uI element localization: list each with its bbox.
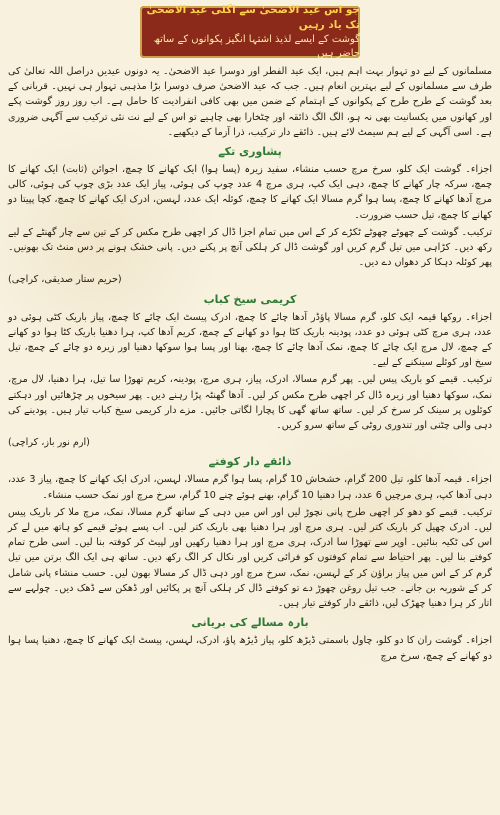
recipe-ingredients: اجزاء۔ روکھا قیمہ ایک کلو، گرم مسالا پاؤڈر آدھا چائے کا چمچ، ادرک پیسٹ ایک چائے کا چمچ، پیاز باریک کٹی ہوئی دو عدد، ہری مرچ کٹی ہوئی دو عدد، پودینہ باریک کٹا ہوا دو کھانے کے چمچ، کریم آدھا کپ، ہرا دھنیا باریک کٹا ہوا دو کھانے کے چمچ، لال مرچ ایک چائے کا چمچ، نمک آدھا چائے کا چمچ، بھنا اور پسا ہوا سوکھا دھنیا اور زیرہ دو چائے کے چمچ، تیل سیخ اور کوئلے سینکنے کے لیے۔ [8,311,492,369]
header-subtitle: گوشت کے ایسے لذیذ اشتہا انگیز پکوانوں کے ساتھ حاضر ہیں [153,34,360,59]
recipe-credit: (حریم ستار صدیقی، کراچی) [8,274,122,286]
recipe-title-creamy-seekh-kabab: کریمی سیخ کباب [203,292,297,306]
recipe-ingredients: اجزاء۔ گوشت ران کا دو کلو، چاول باسمتی ڈیڑھ کلو، پیاز ڈیڑھ پاؤ، ادرک، لہسن، پیسٹ ایک کھانے کا چمچ، دھنیا پسا ہوا دو کھانے کے چمچ، سرخ مرچ [8,635,492,662]
recipe-ingredients: اجزاء۔ قیمہ آدھا کلو، تیل 200 گرام، خشخاش 10 گرام، پسا ہوا گرم مسالا، لہسن، ادرک ایک کھانے کا چمچ، پیاز 3 عدد، دہی آدھا کپ، ہری مرچیں 6 عدد، ہرا دھنیا 10 گرام، بھنے ہوئے چنے 10 گرام، سرخ مرچ اور نمک حسب منشاء۔ [8,474,492,501]
intro-paragraph: مسلمانوں کے لیے دو تہوار بہت اہم ہیں، ایک عید الفطر اور دوسرا عید الاضحیٰ۔ یہ دونوں عیدیں دراصل اللہ تعالیٰ کی طرف سے مسلمانوں کے لیے بہترین انعام ہیں۔ جب کہ عید الاضحیٰ صرف دوسرا بڑا مذہبی تہوار ہی نہیں۔ قربانی کے بعد گوشت کے طرح طرح کے پکوانوں کے اہتمام کے ضمن میں بھی کافی انفرادیت کا حامل ہے۔ اب روز روز گوشت پکے اور کھانوں میں یکسانیت بھی نہ ہو، الگ الگ ذائقہ اور چٹخارا بھی چاہیے تو اس کے لیے نت نئی ترکیب سے آگہی ضروری ہے۔ اسی آگہی کے لیے ہم سیمٹ لائے ہیں۔ ذائقے دار ترکیب، ذرا آزما کے دیکھیے۔ [8,66,492,138]
recipe-method: ترکیب۔ قیمے کو باریک پیس لیں۔ پھر گرم مسالا، ادرک، پیاز، ہری مرچ، پودینہ، کریم تھوڑا سا تیل، ہرا دھنیا، لال مرچ، نمک، سوکھا دھنیا اور زیرہ ڈال کر اچھی طرح مکس کر لیں۔ آدھا گھنٹہ پڑا رہنے دیں۔ پھر سیخوں پر چڑھائیں اور دہکتے کوئلوں پر سینک کر سرخ کر لیں۔ ساتھ ساتھ گھی کا پچارا لگاتی جائیں۔ مزے دار کریمی سیخ کباب تیار ہیں۔ پودینے کی دہی والی چٹنی اور تندوری روٹی کے ساتھ سرو کریں۔ [8,374,492,432]
article-body [8,64,492,666]
recipe-ingredients: اجزاء۔ گوشت ایک کلو، سرخ مرچ حسب منشاء، سفید زیرہ (پسا ہوا) ایک کھانے کا چمچ، اجوائن (ثابت) ایک کھانے کا چمچ، سرکہ چار کھانے کا چمچ، دہی ایک کپ، ہری مرچ 4 عدد چوپ کی ہوئی، پیاز ایک عدد بڑی چوپ کی ہوئی، کالی مرچ آدھا کھانے کا چمچ، پسا ہوا گرم مسالا ایک کھانے کا چمچ، کوئلہ ایک عدد، لہسن، ادرک ایک کھانے کا چمچ، کچا پپیتا دو کھانے کا چمچ، تیل حسب ضرورت۔ [8,164,492,221]
recipe-credit: (ارم نور باز، کراچی) [8,437,90,449]
header-title: جو اس عید الاضحیٰ سے اگلی عید الاضحیٰ تک یاد رہیں [146,4,360,31]
recipe-method: ترکیب۔ قیمے کو دھو کر اچھی طرح پانی نچوڑ لیں اور اس میں دہی کے ساتھ گرم مسالا، نمک، مرچ ملا کر باریک پیس لیں۔ ادرک چھیل کر باریک کتر لیں۔ ہری مرچ اور ہرا دھنیا بھی باریک کتر لیں۔ اب پسے ہوئے قیمے کو ہاتھ میں لے کر اس کی ٹکیہ بنائیں۔ اوپر سے تھوڑا سا ادرک، ہری مرچ اور ہرا دھنیا رکھیں اور لپیٹ کر کوفتہ بنا لیں۔ اسی طرح تمام کوفتے بنا لیں۔ پھر احتیاط سے تمام کوفتوں کو فرائی کریں اور نکال کر الگ رکھ دیں۔ ساتھ ہی ایک الگ برتن میں تیل گرم کر کے اس میں پیاز براؤن کر کے لہسن، نمک، سرخ مرچ اور دہی ڈال کر مسالا بھون لیں۔ حسب منشاء پانی شامل کر کے شوربہ بن جانے۔ جب تیل روغن چھوڑ دے تو کوفتے ڈال کر ہلکی آنچ پر پکائیں اور ڈھکن سے ڈھک دیں۔ چولہے سے اتار کر ہرا دھنیا چھڑک لیں، ذائقے دار کوفتے تیار ہیں۔ [8,506,492,610]
recipe-title-biryani: بارہ مسالے کی بریانی [191,616,309,630]
recipe-title-kofte: ذائقے دار کوفتے [208,455,292,469]
recipe-title-peshawari-tikke: پشاوری تکے [218,145,282,159]
recipe-method: ترکیب۔ گوشت کے چھوٹے چھوٹے ٹکڑے کر کے اس میں تمام اجزا ڈال کر اچھی طرح مکس کر کے تین سے چار گھنٹے کے لیے رکھ دیں۔ کڑاہی میں تیل گرم کریں اور گوشت ڈال کر ہلکی آنچ پر پکنے دیں۔ پانی خشک ہونے پر دس منٹ تک بھونیں۔ پھر کوئلہ دہکا کر دھواں دے دیں۔ [8,226,492,269]
article-header [140,6,360,58]
